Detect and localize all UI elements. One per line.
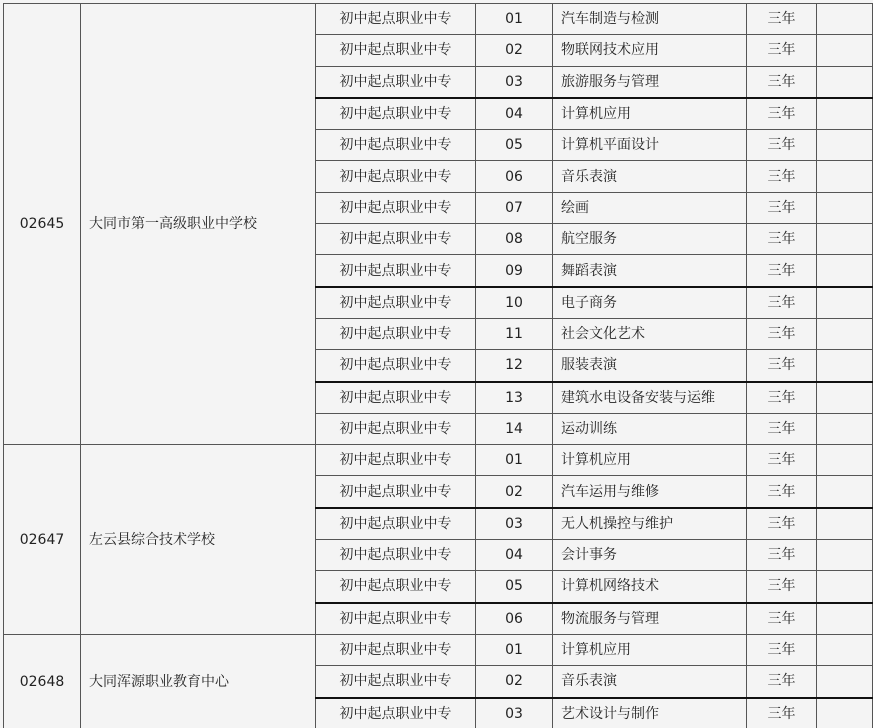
study-duration: 三年 [747,508,817,540]
program-level: 初中起点职业中专 [316,413,476,444]
remarks-cell [817,66,873,98]
study-duration: 三年 [747,413,817,444]
program-level: 初中起点职业中专 [316,4,476,35]
major-name: 物联网技术应用 [553,35,747,66]
study-duration: 三年 [747,445,817,476]
major-name: 音乐表演 [553,666,747,698]
major-name: 汽车运用与维修 [553,476,747,508]
study-duration: 三年 [747,666,817,698]
remarks-cell [817,318,873,349]
major-number: 02 [476,666,553,698]
major-name: 航空服务 [553,224,747,255]
school-code: 02648 [4,634,81,728]
study-duration: 三年 [747,603,817,635]
major-name: 建筑水电设备安装与运维 [553,382,747,414]
major-name: 计算机应用 [553,445,747,476]
major-name: 音乐表演 [553,161,747,192]
school-name: 大同市第一高级职业中学校 [81,4,316,445]
remarks-cell [817,634,873,665]
major-name: 旅游服务与管理 [553,66,747,98]
program-level: 初中起点职业中专 [316,508,476,540]
program-level: 初中起点职业中专 [316,35,476,66]
remarks-cell [817,161,873,192]
table-row [4,445,873,476]
major-number: 06 [476,161,553,192]
major-name: 无人机操控与维护 [553,508,747,540]
study-duration: 三年 [747,350,817,382]
remarks-cell [817,287,873,319]
study-duration: 三年 [747,4,817,35]
major-number: 04 [476,540,553,571]
remarks-cell [817,571,873,603]
program-level: 初中起点职业中专 [316,698,476,728]
program-level: 初中起点职业中专 [316,666,476,698]
program-level: 初中起点职业中专 [316,540,476,571]
major-name: 计算机平面设计 [553,130,747,161]
school-name: 左云县综合技术学校 [81,445,316,635]
school-code: 02647 [4,445,81,635]
study-duration: 三年 [747,318,817,349]
major-number: 12 [476,350,553,382]
major-number: 01 [476,445,553,476]
program-level: 初中起点职业中专 [316,382,476,414]
major-name: 电子商务 [553,287,747,319]
remarks-cell [817,4,873,35]
program-level: 初中起点职业中专 [316,98,476,130]
major-number: 05 [476,130,553,161]
study-duration: 三年 [747,382,817,414]
major-number: 03 [476,508,553,540]
remarks-cell [817,350,873,382]
major-number: 02 [476,476,553,508]
table-body [4,4,873,728]
remarks-cell [817,224,873,255]
remarks-cell [817,508,873,540]
remarks-cell [817,255,873,287]
remarks-cell [817,413,873,444]
remarks-cell [817,666,873,698]
major-name: 计算机应用 [553,634,747,665]
major-number: 09 [476,255,553,287]
major-name: 汽车制造与检测 [553,4,747,35]
program-level: 初中起点职业中专 [316,161,476,192]
study-duration: 三年 [747,161,817,192]
study-duration: 三年 [747,476,817,508]
remarks-cell [817,540,873,571]
major-name: 物流服务与管理 [553,603,747,635]
study-duration: 三年 [747,540,817,571]
study-duration: 三年 [747,571,817,603]
remarks-cell [817,130,873,161]
remarks-cell [817,603,873,635]
major-name: 社会文化艺术 [553,318,747,349]
major-name: 会计事务 [553,540,747,571]
program-level: 初中起点职业中专 [316,130,476,161]
major-name: 计算机网络技术 [553,571,747,603]
remarks-cell [817,698,873,728]
major-number: 10 [476,287,553,319]
study-duration: 三年 [747,66,817,98]
study-duration: 三年 [747,634,817,665]
program-level: 初中起点职业中专 [316,634,476,665]
major-number: 07 [476,192,553,223]
major-name: 艺术设计与制作 [553,698,747,728]
study-duration: 三年 [747,98,817,130]
major-name: 计算机应用 [553,98,747,130]
admissions-table [3,3,873,728]
study-duration: 三年 [747,698,817,728]
major-number: 06 [476,603,553,635]
program-level: 初中起点职业中专 [316,445,476,476]
program-level: 初中起点职业中专 [316,66,476,98]
major-number: 03 [476,698,553,728]
program-level: 初中起点职业中专 [316,603,476,635]
major-number: 02 [476,35,553,66]
remarks-cell [817,35,873,66]
remarks-cell [817,476,873,508]
major-name: 运动训练 [553,413,747,444]
study-duration: 三年 [747,224,817,255]
table-row [4,634,873,665]
major-number: 01 [476,634,553,665]
major-number: 05 [476,571,553,603]
school-name: 大同浑源职业教育中心 [81,634,316,728]
program-level: 初中起点职业中专 [316,255,476,287]
program-level: 初中起点职业中专 [316,287,476,319]
study-duration: 三年 [747,287,817,319]
major-number: 13 [476,382,553,414]
major-number: 04 [476,98,553,130]
major-number: 14 [476,413,553,444]
major-name: 服装表演 [553,350,747,382]
remarks-cell [817,382,873,414]
study-duration: 三年 [747,35,817,66]
remarks-cell [817,192,873,223]
school-code: 02645 [4,4,81,445]
program-level: 初中起点职业中专 [316,571,476,603]
major-number: 03 [476,66,553,98]
remarks-cell [817,98,873,130]
program-level: 初中起点职业中专 [316,350,476,382]
program-level: 初中起点职业中专 [316,318,476,349]
major-number: 08 [476,224,553,255]
major-name: 舞蹈表演 [553,255,747,287]
study-duration: 三年 [747,255,817,287]
program-level: 初中起点职业中专 [316,224,476,255]
major-number: 11 [476,318,553,349]
program-level: 初中起点职业中专 [316,192,476,223]
program-level: 初中起点职业中专 [316,476,476,508]
major-number: 01 [476,4,553,35]
study-duration: 三年 [747,192,817,223]
table-row [4,4,873,35]
remarks-cell [817,445,873,476]
major-name: 绘画 [553,192,747,223]
study-duration: 三年 [747,130,817,161]
